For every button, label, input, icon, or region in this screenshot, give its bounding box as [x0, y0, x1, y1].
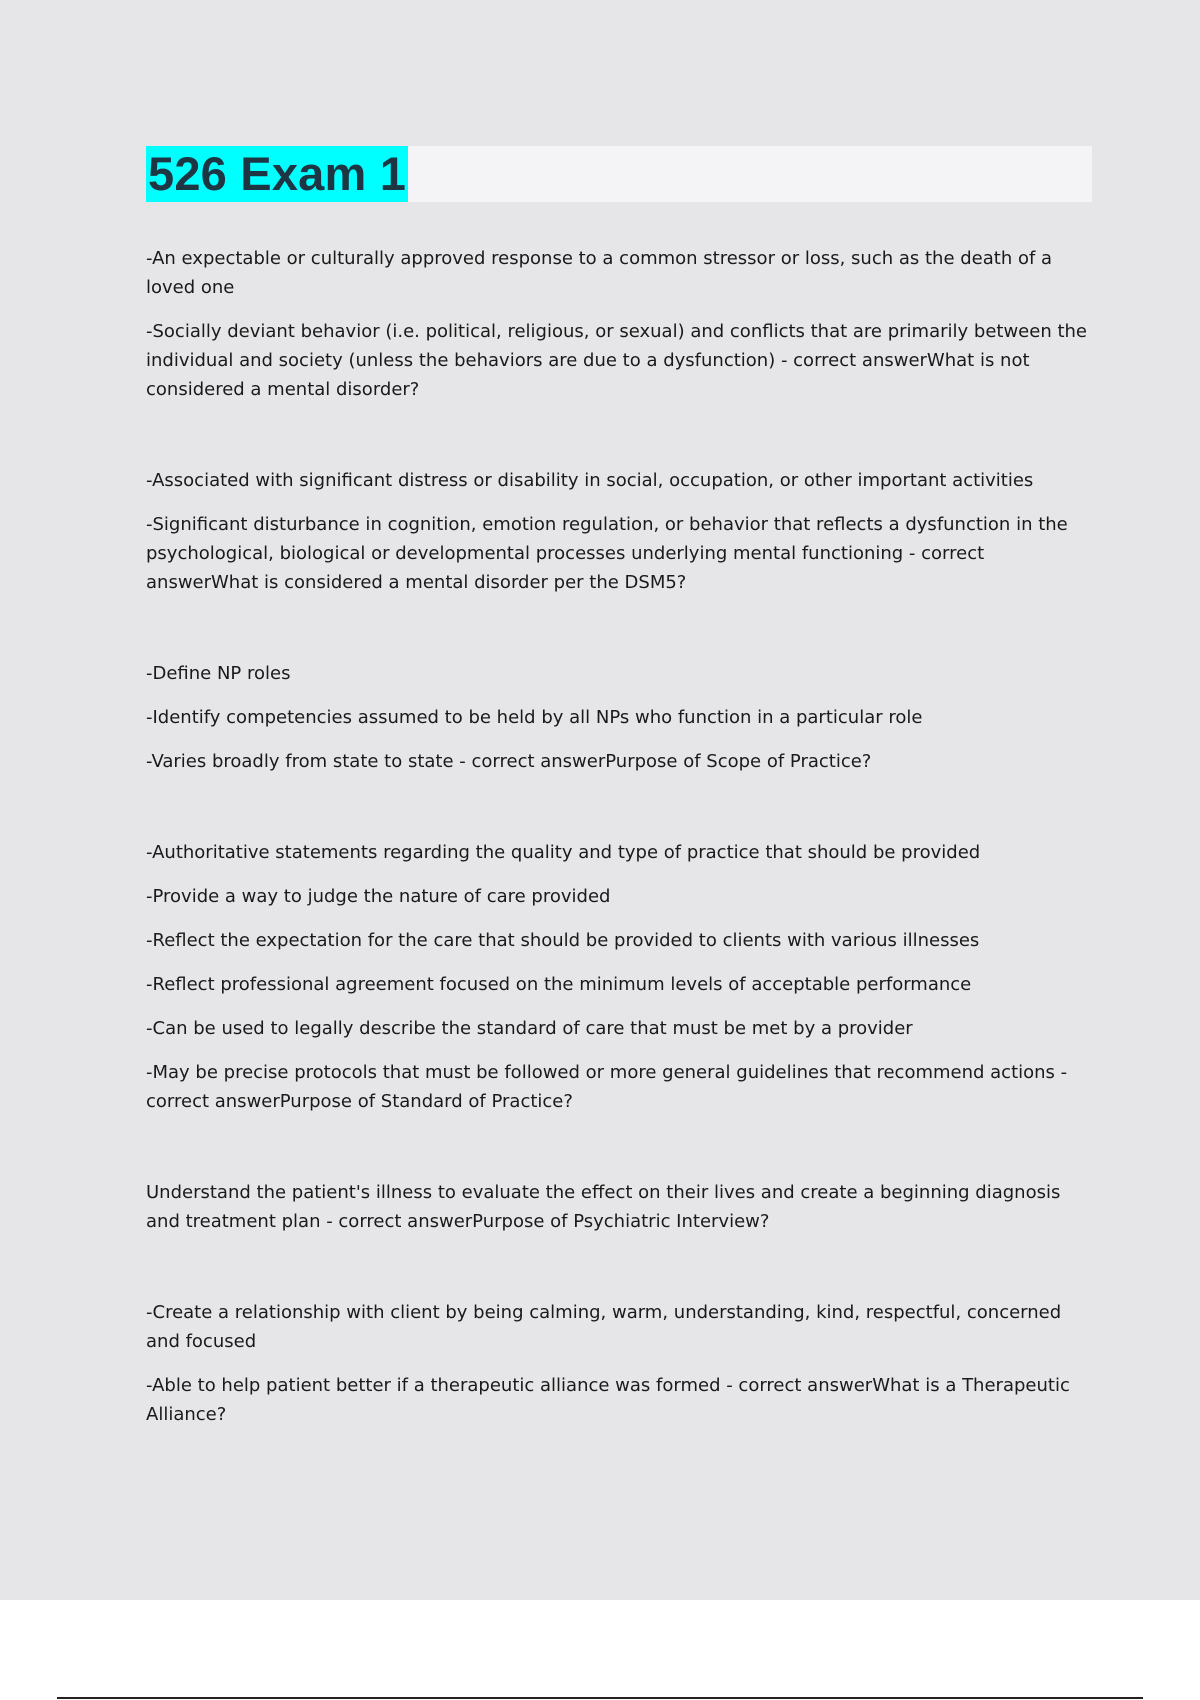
- footer-divider: [57, 1697, 1143, 1699]
- paragraph: -Reflect professional agreement focused on the minimum levels of acceptable performance: [146, 974, 972, 995]
- qa-block-therapeutic-alliance: [146, 1298, 1092, 1429]
- paragraph: Understand the patient's illness to evaluate the effect on their lives and create a beginning diagnosis and treatment plan - correct answerPurpose of Psychiatric Interview?: [146, 1182, 1061, 1232]
- paragraph: -Reflect the expectation for the care that should be provided to clients with various illnesses: [146, 930, 980, 951]
- paragraph: -Socially deviant behavior (i.e. political, religious, or sexual) and conflicts that are primarily between the individual and society (unless the behaviors are due to a dysfunction) - correct answerWhat is not considered a mental disorder?: [146, 321, 1087, 400]
- paragraph: -Able to help patient better if a therapeutic alliance was formed - correct answerWhat is a Therapeutic Alliance?: [146, 1375, 1070, 1425]
- qa-block-mental-disorder-dsm5: [146, 466, 1092, 597]
- paragraph: -An expectable or culturally approved response to a common stressor or loss, such as the death of a loved one: [146, 248, 1053, 298]
- paragraph: -Define NP roles: [146, 663, 291, 684]
- document-body: [146, 244, 1092, 1491]
- paragraph: -May be precise protocols that must be followed or more general guidelines that recommend actions - correct answerPurpose of Standard of Practice?: [146, 1062, 1068, 1112]
- paragraph: -Associated with significant distress or disability in social, occupation, or other important activities: [146, 470, 1034, 491]
- qa-block-psychiatric-interview: [146, 1178, 1092, 1236]
- paragraph: -Authoritative statements regarding the quality and type of practice that should be provided: [146, 842, 981, 863]
- qa-block-scope-of-practice: [146, 659, 1092, 776]
- qa-block-not-mental-disorder: [146, 244, 1092, 404]
- paragraph: -Significant disturbance in cognition, emotion regulation, or behavior that reflects a dysfunction in the psychological, biological or developmental processes underlying mental functioning - correct answerWhat is considered a mental disorder per the DSM5?: [146, 514, 1068, 593]
- paragraph: -Varies broadly from state to state - correct answerPurpose of Scope of Practice?: [146, 751, 872, 772]
- paragraph: -Create a relationship with client by being calming, warm, understanding, kind, respectful, concerned and focused: [146, 1302, 1062, 1352]
- qa-block-standard-of-practice: [146, 838, 1092, 1116]
- paragraph: -Provide a way to judge the nature of care provided: [146, 886, 611, 907]
- paragraph: -Can be used to legally describe the standard of care that must be met by a provider: [146, 1018, 913, 1039]
- paragraph: -Identify competencies assumed to be held by all NPs who function in a particular role: [146, 707, 923, 728]
- document-title: 526 Exam 1: [148, 147, 407, 200]
